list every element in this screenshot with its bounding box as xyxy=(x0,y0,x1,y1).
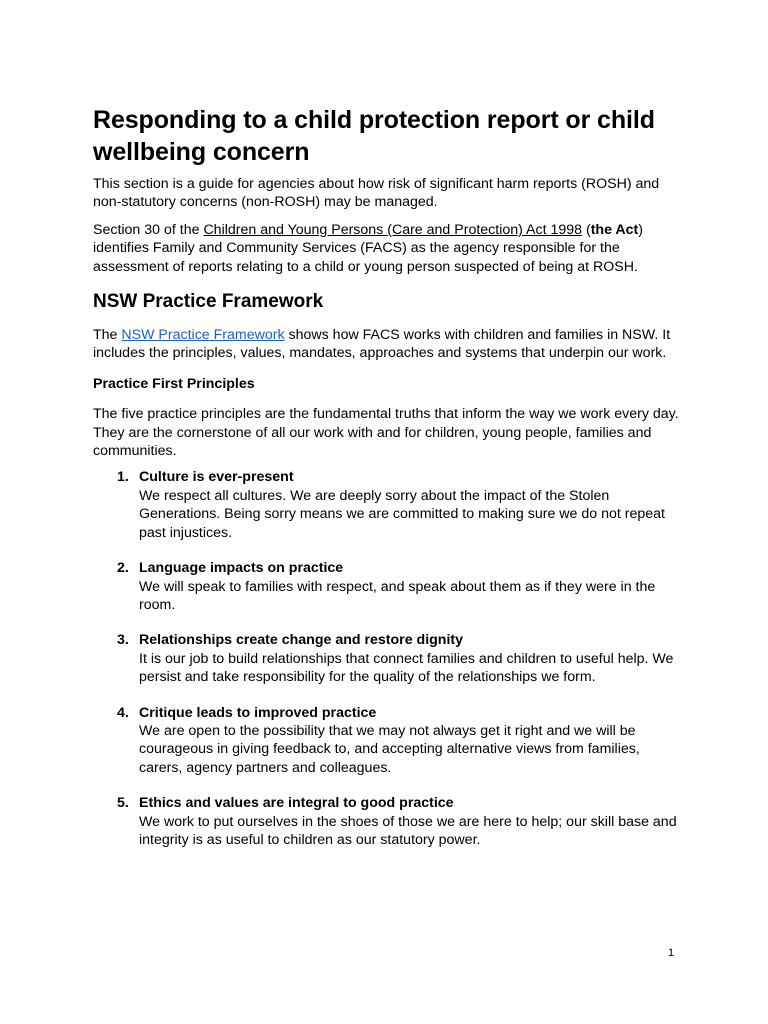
framework-suffix: shows how FACS works with children and families in NSW. It includes the principles, values, mandates, approaches and systems that underpin our work. xyxy=(93,327,671,362)
page-number: 1 xyxy=(668,947,675,959)
item-text: We work to put ourselves in the shoes of those we are here to help; our skill base and integrity is as useful to children as our statutory power. xyxy=(139,813,677,848)
principles-list xyxy=(93,468,683,849)
item-number: 2. xyxy=(117,560,129,577)
list-item xyxy=(93,559,683,614)
item-title: Ethics and values are integral to good practice xyxy=(139,795,454,812)
document-page xyxy=(93,104,683,866)
item-text: We respect all cultures. We are deeply sorry about the impact of the Stolen Generations. Being sorry means we are committed to making sure we do not repeat past injustices. xyxy=(139,487,665,541)
principles-intro: The five practice principles are the fundamental truths that inform the way we work every day. They are the cornerstone of all our work with and for children, young people, families and communities. xyxy=(93,406,679,460)
list-item xyxy=(93,631,683,686)
intro-paragraph: This section is a guide for agencies about how risk of significant harm reports (ROSH) and non-statutory concerns (non-ROSH) may be managed. xyxy=(93,176,660,211)
item-number: 5. xyxy=(117,795,129,812)
item-title: Language impacts on practice xyxy=(139,560,344,577)
list-item xyxy=(93,704,683,778)
item-title: Culture is ever-present xyxy=(139,469,294,486)
item-text: We are open to the possibility that we may not always get it right and we will be courageous in giving feedback to, and accepting alternative views from families, carers, agency partners and colleagues. xyxy=(139,722,640,776)
page-title: Responding to a child protection report or child wellbeing concern xyxy=(93,106,655,166)
item-number: 1. xyxy=(117,469,129,486)
list-item xyxy=(93,794,683,849)
section30-paragraph xyxy=(93,221,683,276)
framework-paragraph xyxy=(93,326,683,363)
principles-heading: Practice First Principles xyxy=(93,375,255,392)
framework-prefix: The xyxy=(93,327,122,344)
item-title: Relationships create change and restore dignity xyxy=(139,632,464,649)
item-title: Critique leads to improved practice xyxy=(139,704,377,721)
list-item xyxy=(93,468,683,542)
item-number: 3. xyxy=(117,632,129,649)
framework-heading: NSW Practice Framework xyxy=(93,291,324,313)
framework-link[interactable]: NSW Practice Framework xyxy=(121,327,285,344)
section30-open-paren: ( xyxy=(582,221,591,238)
item-text: It is our job to build relationships that connect families and children to useful help. We persist and take responsibility for the quality of the relationships we form. xyxy=(139,650,674,686)
act-short-name: the Act xyxy=(590,221,639,238)
act-name: Children and Young Persons (Care and Protection) Act 1998 xyxy=(203,221,583,238)
section30-suffix: ) identifies Family and Community Services (FACS) as the agency responsible for the assessment of reports relating to a child or young person suspected of being at ROSH. xyxy=(93,221,643,275)
section30-prefix: Section 30 of the xyxy=(93,221,204,238)
item-number: 4. xyxy=(117,704,129,721)
item-text: We will speak to families with respect, and speak about them as if they were in the room. xyxy=(139,578,656,613)
